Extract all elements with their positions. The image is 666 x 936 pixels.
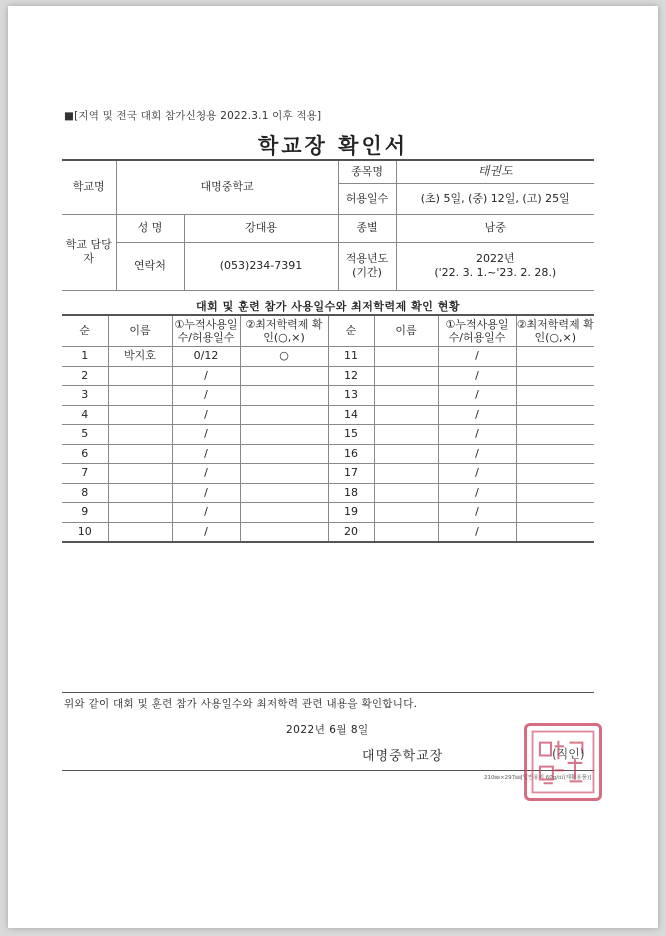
roster-table <box>62 314 594 543</box>
paper-spec-footnote: 210㎜×297㎜[일반용지 60g/㎡(재활용품)] <box>484 775 592 781</box>
roster-cell-grade: ○ <box>240 347 328 367</box>
roster-cell-no: 9 <box>62 503 108 523</box>
roster-cell-name <box>374 483 438 503</box>
roster-header-no: 순 <box>62 315 108 347</box>
page-title: 학교장 확인서 <box>257 134 409 158</box>
roster-cell-grade <box>516 522 594 542</box>
roster-header-no: 순 <box>328 315 374 347</box>
roster-cell-no: 17 <box>328 464 374 484</box>
roster-cell-grade <box>240 386 328 406</box>
document-page <box>8 6 658 928</box>
roster-cell-days: / <box>438 386 516 406</box>
roster-cell-name <box>108 405 172 425</box>
roster-cell-days: / <box>172 425 240 445</box>
roster-cell-days: / <box>438 464 516 484</box>
issue-date: 2022년 6월 8일 <box>286 724 369 736</box>
roster-cell-days: / <box>172 483 240 503</box>
roster-cell-days: / <box>172 464 240 484</box>
name-label: 성 명 <box>116 214 184 242</box>
roster-cell-grade <box>516 366 594 386</box>
roster-cell-no: 20 <box>328 522 374 542</box>
info-table <box>62 159 594 291</box>
roster-header-grade: ②최저학력제 확인(○,×) <box>240 315 328 347</box>
sport-value: 태권도 <box>396 160 594 183</box>
roster-cell-days: / <box>172 444 240 464</box>
roster-header-name: 이름 <box>108 315 172 347</box>
roster-cell-days: / <box>438 425 516 445</box>
roster-cell-name <box>374 503 438 523</box>
roster-cell-no: 3 <box>62 386 108 406</box>
roster-cell-name <box>374 444 438 464</box>
roster-cell-no: 13 <box>328 386 374 406</box>
roster-cell-grade <box>516 444 594 464</box>
roster-cell-grade <box>240 366 328 386</box>
roster-cell-no: 18 <box>328 483 374 503</box>
period-year: 2022년 <box>475 252 515 266</box>
roster-cell-grade <box>516 503 594 523</box>
table-row <box>62 405 594 425</box>
roster-cell-no: 5 <box>62 425 108 445</box>
roster-cell-grade <box>240 522 328 542</box>
roster-cell-days: / <box>172 405 240 425</box>
roster-cell-no: 11 <box>328 347 374 367</box>
roster-cell-days: / <box>438 347 516 367</box>
seal-label: (직인) <box>552 747 585 761</box>
roster-cell-grade <box>516 464 594 484</box>
roster-cell-days: / <box>172 386 240 406</box>
roster-cell-no: 4 <box>62 405 108 425</box>
roster-cell-name <box>108 444 172 464</box>
roster-cell-no: 10 <box>62 522 108 542</box>
allowed-days-value: (초) 5일, (중) 12일, (고) 25일 <box>396 183 594 214</box>
allowed-days-label: 허용일수 <box>338 183 396 214</box>
roster-cell-days: / <box>438 405 516 425</box>
roster-cell-no: 7 <box>62 464 108 484</box>
roster-cell-name <box>108 464 172 484</box>
school-label: 학교명 <box>62 160 116 214</box>
check-status-title: 대회 및 훈련 참가 사용일수와 최저학력제 확인 현황 <box>196 300 460 313</box>
divider-line <box>62 692 594 693</box>
roster-cell-no: 19 <box>328 503 374 523</box>
principal-signature: 대명중학교장 <box>362 749 444 764</box>
table-row <box>62 483 594 503</box>
roster-cell-no: 1 <box>62 347 108 367</box>
roster-cell-name <box>374 522 438 542</box>
period-range: ('22. 3. 1.~'23. 2. 28.) <box>434 266 557 279</box>
roster-header-days: ①누적사용일수/허용일수 <box>438 315 516 347</box>
roster-cell-name <box>108 483 172 503</box>
roster-cell-name <box>374 405 438 425</box>
roster-cell-no: 2 <box>62 366 108 386</box>
table-row <box>62 347 594 367</box>
roster-cell-grade <box>516 347 594 367</box>
table-row <box>62 444 594 464</box>
roster-cell-grade <box>240 405 328 425</box>
roster-cell-name <box>108 366 172 386</box>
roster-header-days: ①누적사용일수/허용일수 <box>172 315 240 347</box>
roster-cell-days: / <box>172 522 240 542</box>
roster-cell-name <box>374 347 438 367</box>
roster-cell-days: 0/12 <box>172 347 240 367</box>
confirm-statement: 위와 같이 대회 및 훈련 참가 사용일수와 최저학력 관련 내용을 확인합니다. <box>64 698 418 710</box>
contact-label: 연락처 <box>116 242 184 290</box>
name-value: 강대용 <box>184 214 338 242</box>
roster-cell-days: / <box>438 522 516 542</box>
manager-label: 학교 담당자 <box>62 214 116 290</box>
roster-cell-name <box>374 464 438 484</box>
category-label: 종별 <box>338 214 396 242</box>
roster-cell-grade <box>516 386 594 406</box>
contact-value: (053)234-7391 <box>184 242 338 290</box>
roster-cell-name <box>108 386 172 406</box>
table-row <box>62 425 594 445</box>
period-value <box>396 242 594 290</box>
bottom-line <box>62 770 594 771</box>
roster-cell-grade <box>240 503 328 523</box>
roster-cell-grade <box>240 483 328 503</box>
roster-cell-name <box>374 386 438 406</box>
roster-cell-name: 박지호 <box>108 347 172 367</box>
table-row <box>62 386 594 406</box>
roster-cell-days: / <box>438 444 516 464</box>
roster-header-name: 이름 <box>374 315 438 347</box>
roster-cell-days: / <box>172 503 240 523</box>
roster-cell-no: 15 <box>328 425 374 445</box>
roster-cell-no: 16 <box>328 444 374 464</box>
table-row <box>62 366 594 386</box>
roster-header-row <box>62 315 594 347</box>
roster-cell-days: / <box>438 366 516 386</box>
roster-cell-name <box>108 503 172 523</box>
table-row <box>62 503 594 523</box>
header-note: ■[지역 및 전국 대회 참가신청용 2022.3.1 이후 적용] <box>64 110 322 122</box>
roster-cell-no: 12 <box>328 366 374 386</box>
roster-cell-grade <box>240 464 328 484</box>
roster-cell-days: / <box>172 366 240 386</box>
roster-cell-grade <box>240 425 328 445</box>
roster-cell-name <box>108 425 172 445</box>
roster-cell-no: 14 <box>328 405 374 425</box>
school-name: 대명중학교 <box>116 160 338 214</box>
official-seal-stamp <box>524 723 602 801</box>
roster-cell-grade <box>516 425 594 445</box>
roster-cell-no: 6 <box>62 444 108 464</box>
roster-cell-grade <box>516 483 594 503</box>
roster-header-grade: ②최저학력제 확인(○,×) <box>516 315 594 347</box>
roster-cell-name <box>374 366 438 386</box>
sport-label: 종목명 <box>338 160 396 183</box>
roster-cell-no: 8 <box>62 483 108 503</box>
period-label: 적용년도 (기간) <box>338 242 396 290</box>
table-row <box>62 464 594 484</box>
roster-cell-grade <box>240 444 328 464</box>
roster-cell-grade <box>516 405 594 425</box>
roster-cell-days: / <box>438 503 516 523</box>
roster-cell-days: / <box>438 483 516 503</box>
category-value: 남중 <box>396 214 594 242</box>
table-row <box>62 522 594 542</box>
roster-cell-name <box>108 522 172 542</box>
roster-cell-name <box>374 425 438 445</box>
